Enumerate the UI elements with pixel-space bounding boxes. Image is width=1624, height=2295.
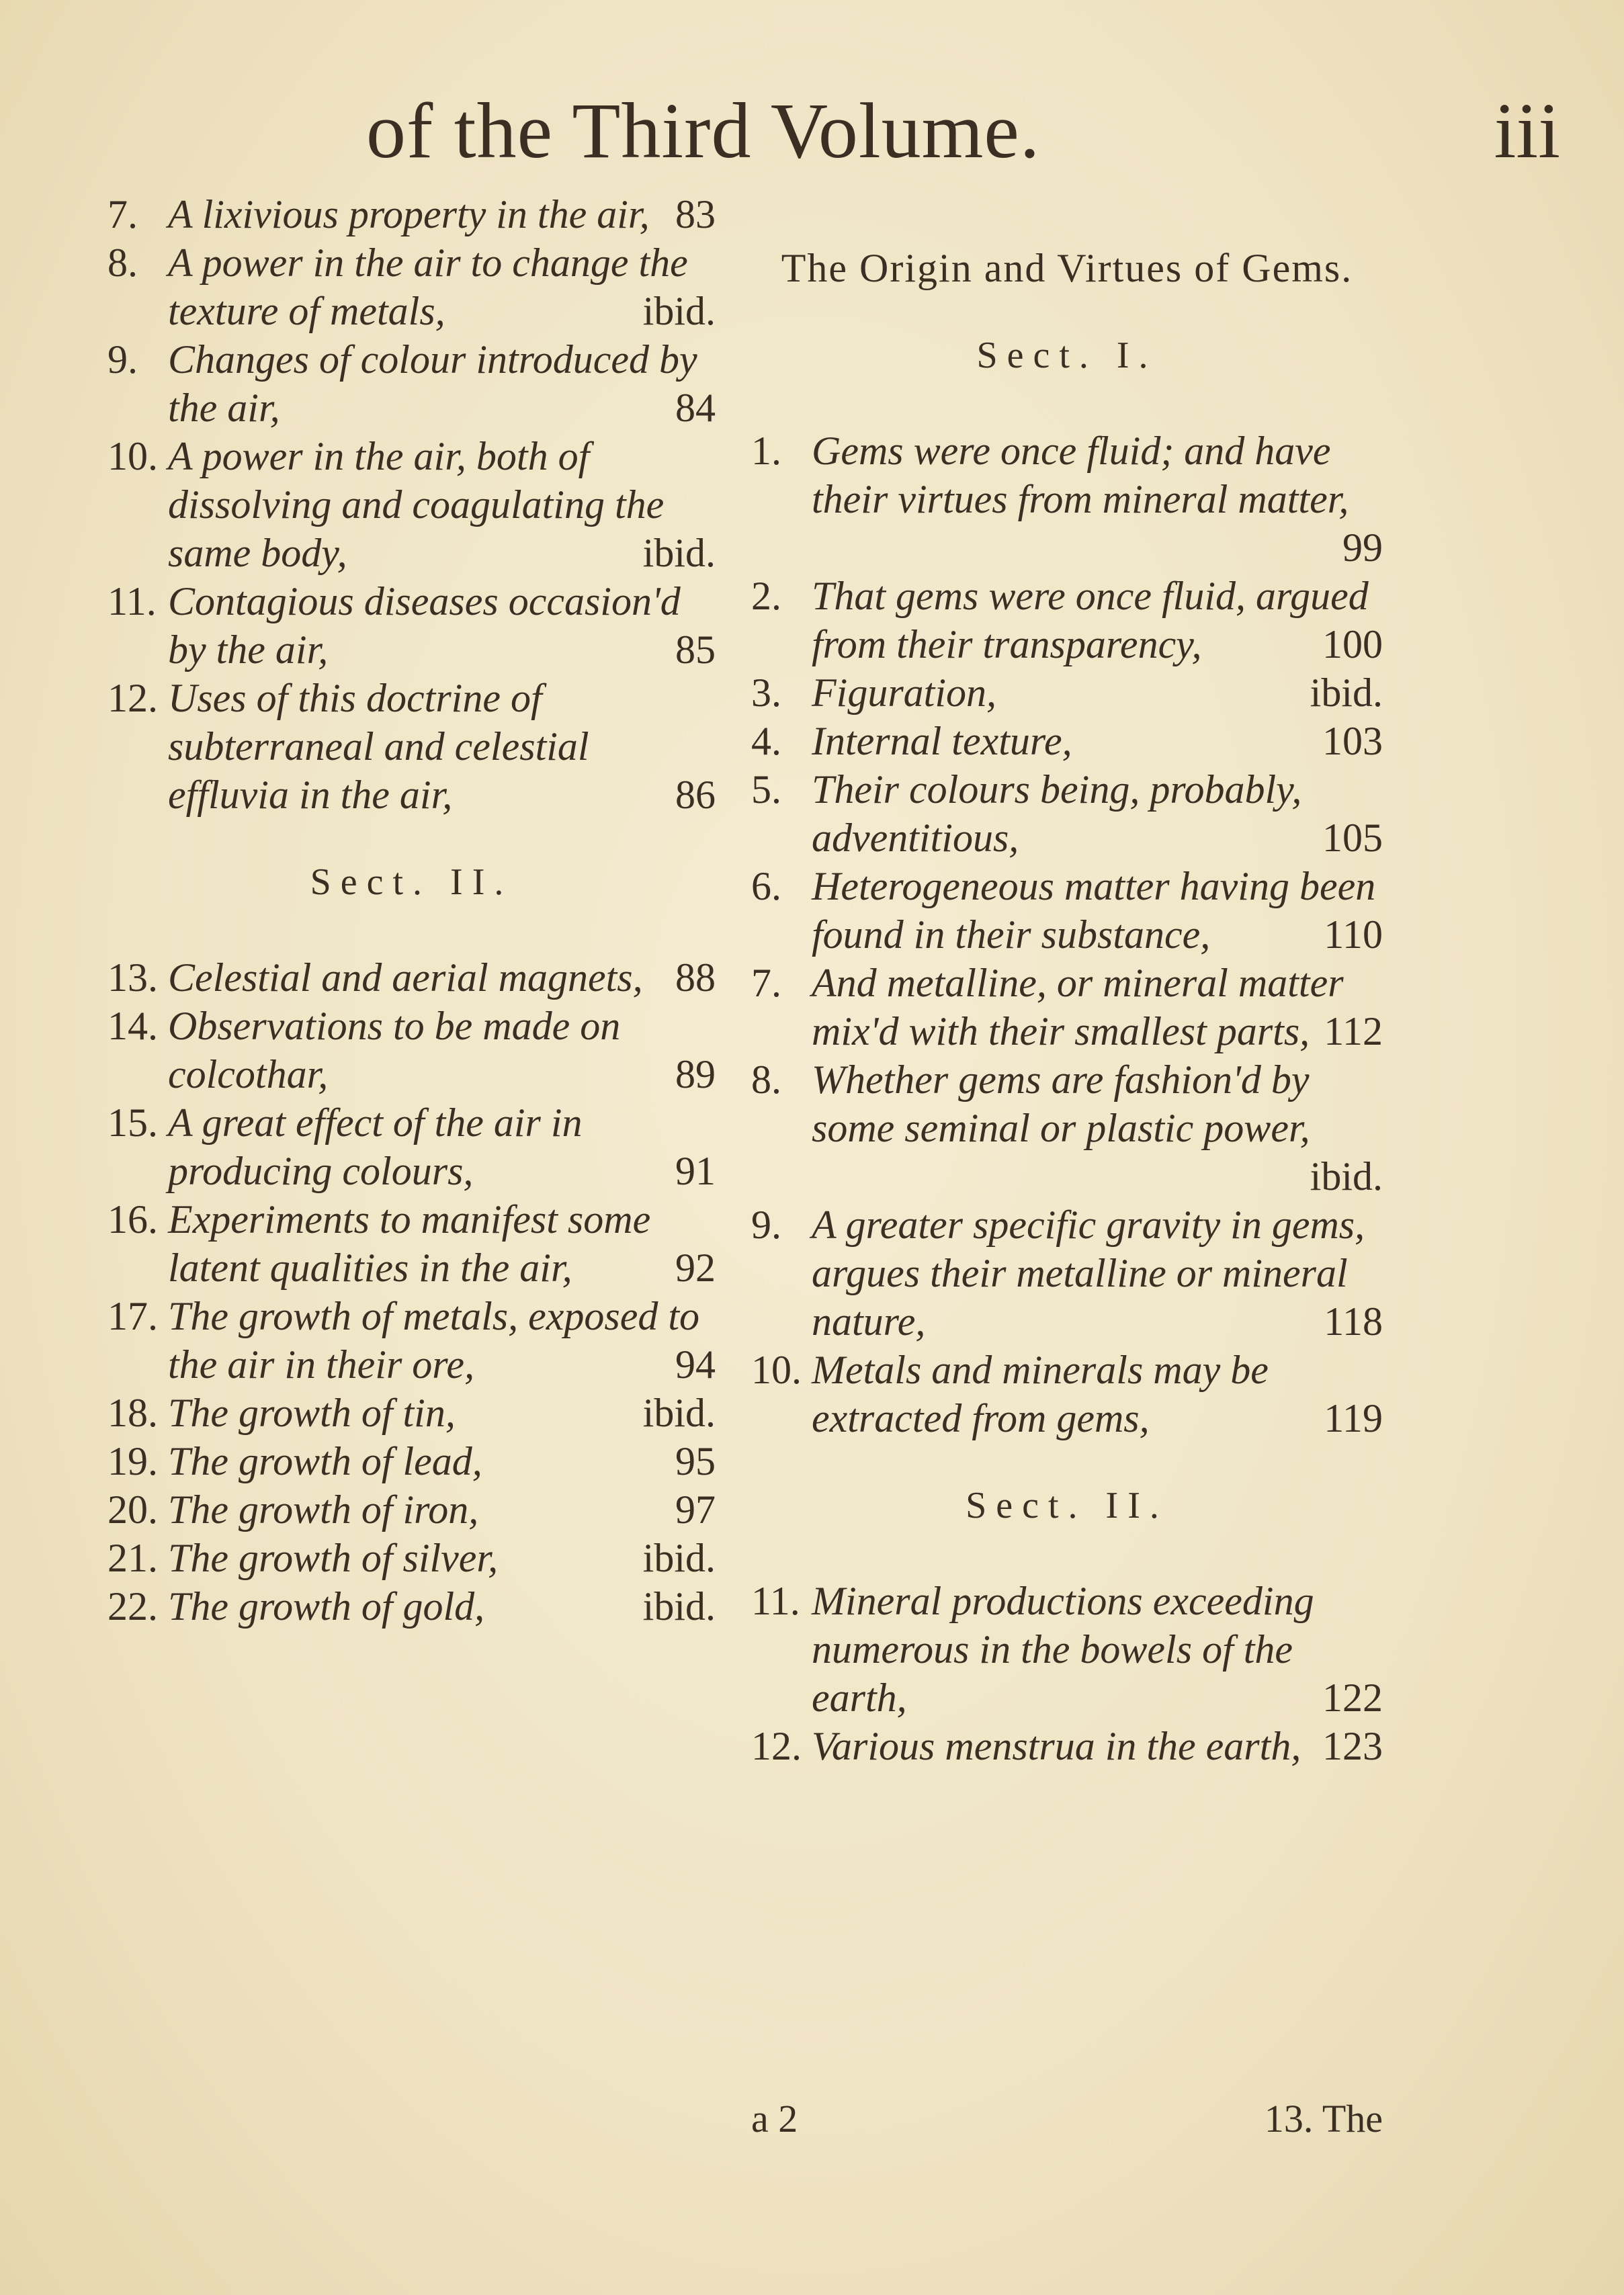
contents-entry	[751, 1722, 1383, 1770]
entry-number: 11.	[108, 579, 157, 623]
entry-page: 112	[1324, 1009, 1383, 1053]
contents-entry	[751, 717, 1383, 765]
entry-number: 16.	[108, 1197, 158, 1242]
entry-number: 13.	[108, 955, 158, 1000]
contents-entry	[751, 862, 1383, 959]
entry-title: Internal texture,	[812, 719, 1072, 763]
entry-page: ibid.	[642, 1536, 716, 1580]
entry-page: 103	[1322, 719, 1383, 763]
entry-number: 7.	[751, 961, 781, 1005]
contents-entry	[751, 1577, 1383, 1722]
entry-page: 91	[675, 1149, 716, 1193]
entry-number: 9.	[108, 337, 138, 382]
left-entries-b	[108, 953, 716, 1631]
entry-page: 84	[675, 386, 716, 430]
entry-page: 88	[675, 955, 716, 1000]
entry-page: 100	[1322, 622, 1383, 666]
entry-title: That gems were once fluid, argued from their transparency,	[812, 574, 1369, 666]
contents-entry	[108, 1195, 716, 1292]
entry-title: Observations to be made on colcothar,	[168, 1004, 621, 1096]
entry-title: Heterogeneous matter having been found in their substance,	[812, 864, 1376, 957]
entry-page: 118	[1324, 1299, 1383, 1344]
contents-entry	[108, 953, 716, 1002]
entry-title: A power in the air to change the texture of metals,	[168, 241, 688, 333]
entry-title: Experiments to manifest some latent qualities in the air,	[168, 1197, 651, 1290]
entry-title: Celestial and aerial magnets,	[168, 955, 643, 1000]
entry-page: ibid.	[642, 289, 716, 333]
entry-title: A greater specific gravity in gems, argues their metalline or mineral nature,	[812, 1203, 1365, 1344]
contents-entry	[751, 959, 1383, 1055]
entry-page: 92	[675, 1246, 716, 1290]
entry-number: 10.	[751, 1348, 802, 1392]
entry-page: 86	[675, 773, 716, 817]
signature-mark: a 2	[751, 2097, 798, 2140]
section-heading: Sect. II.	[966, 1485, 1168, 1526]
entry-page: 83	[675, 192, 716, 236]
entry-title: Mineral productions exceeding numerous in the bowels of the earth,	[812, 1579, 1314, 1720]
entry-title: Various menstrua in the earth,	[812, 1724, 1301, 1768]
entry-page: 123	[1322, 1724, 1383, 1768]
entry-number: 5.	[751, 767, 781, 812]
contents-entry	[751, 1055, 1383, 1201]
entry-title: A lixivious property in the air,	[168, 192, 650, 236]
header-title: of the Third Volume.	[366, 87, 1041, 175]
entry-number: 22.	[108, 1584, 158, 1629]
contents-entry	[108, 1437, 716, 1485]
left-entries-a	[108, 190, 716, 819]
contents-entry	[108, 1002, 716, 1098]
entry-number: 6.	[751, 864, 781, 908]
contents-entry	[108, 1485, 716, 1534]
entry-page: ibid.	[1310, 1154, 1383, 1199]
entry-title: Changes of colour introduced by the air,	[168, 337, 697, 430]
entry-page: ibid.	[642, 531, 716, 575]
entry-page: 110	[1324, 912, 1383, 957]
entry-number: 20.	[108, 1487, 158, 1532]
entry-number: 14.	[108, 1004, 158, 1048]
contents-entry	[751, 1346, 1383, 1442]
entry-number: 12.	[751, 1724, 802, 1768]
entry-number: 2.	[751, 574, 781, 618]
entry-number: 11.	[751, 1579, 800, 1623]
entry-title: Whether gems are fashion'd by some seminal or plastic power,	[812, 1057, 1310, 1150]
entry-number: 10.	[108, 434, 158, 478]
entry-number: 8.	[751, 1057, 781, 1102]
entry-title: And metalline, or mineral matter mix'd with their smallest parts,	[812, 961, 1344, 1053]
entry-page: ibid.	[1310, 670, 1383, 715]
entry-number: 15.	[108, 1100, 158, 1145]
right-entries-a	[751, 427, 1383, 1442]
entry-title: The growth of lead,	[168, 1439, 482, 1483]
entry-page: 95	[675, 1439, 716, 1483]
entry-number: 21.	[108, 1536, 158, 1580]
contents-entry	[108, 577, 716, 674]
entry-number: 12.	[108, 676, 158, 720]
entry-number: 8.	[108, 241, 138, 285]
entry-title: The growth of silver,	[168, 1536, 499, 1580]
contents-entry	[108, 239, 716, 335]
contents-entry	[108, 1098, 716, 1195]
section-heading: Sect. II.	[310, 861, 513, 903]
contents-entry	[751, 427, 1383, 572]
entry-page: 105	[1322, 816, 1383, 860]
contents-entry	[108, 335, 716, 432]
page-footer	[751, 2096, 1383, 2150]
left-column	[108, 190, 716, 1631]
entry-page: 119	[1324, 1396, 1383, 1440]
contents-entry	[751, 668, 1383, 717]
entry-page: ibid.	[642, 1584, 716, 1629]
entry-number: 17.	[108, 1294, 158, 1338]
entry-number: 4.	[751, 719, 781, 763]
entry-title: Figuration,	[812, 670, 997, 715]
contents-entry	[108, 1534, 716, 1582]
entry-title: Metals and minerals may be extracted from gems,	[812, 1348, 1269, 1440]
chapter-heading: The Origin and Virtues of Gems.	[781, 246, 1353, 290]
entry-number: 1.	[751, 429, 781, 473]
contents-entry	[751, 572, 1383, 668]
contents-entry	[108, 674, 716, 819]
entry-title: The growth of tin,	[168, 1391, 456, 1435]
contents-entry	[108, 190, 716, 239]
entry-page: 99	[1342, 525, 1383, 570]
entry-title: A great effect of the air in producing colours,	[168, 1100, 583, 1193]
contents-entry	[108, 1389, 716, 1437]
entry-number: 19.	[108, 1439, 158, 1483]
contents-entry	[108, 432, 716, 577]
entry-page: 89	[675, 1052, 716, 1096]
entry-number: 7.	[108, 192, 138, 236]
entry-title: Their colours being, probably, adventitious,	[812, 767, 1302, 860]
contents-entry	[108, 1292, 716, 1389]
entry-title: The growth of iron,	[168, 1487, 479, 1532]
entry-title: A power in the air, both of dissolving and coagulating the same body,	[168, 434, 665, 575]
contents-entry	[108, 1582, 716, 1631]
catchword: 13. The	[1264, 2097, 1383, 2140]
running-header	[0, 81, 1624, 181]
entry-title: Uses of this doctrine of subterraneal and celestial effluvia in the air,	[168, 676, 589, 817]
entry-page: 122	[1322, 1676, 1383, 1720]
entry-title: The growth of gold,	[168, 1584, 485, 1629]
section-heading: Sect. I.	[976, 335, 1158, 376]
entry-number: 18.	[108, 1391, 158, 1435]
entry-number: 3.	[751, 670, 781, 715]
entry-page: 94	[675, 1342, 716, 1387]
contents-entry	[751, 1201, 1383, 1346]
entry-title: Contagious diseases occasion'd by the air,	[168, 579, 681, 672]
entry-page: 97	[675, 1487, 716, 1532]
entry-title: The growth of metals, exposed to the air in their ore,	[168, 1294, 700, 1387]
entry-title: Gems were once fluid; and have their virtues from mineral matter,	[812, 429, 1349, 521]
contents-entry	[751, 765, 1383, 862]
right-entries-b	[751, 1577, 1383, 1770]
entry-page: 85	[675, 627, 716, 672]
right-column	[751, 190, 1383, 1770]
page-number: iii	[1494, 87, 1560, 175]
entry-number: 9.	[751, 1203, 781, 1247]
entry-page: ibid.	[642, 1391, 716, 1435]
